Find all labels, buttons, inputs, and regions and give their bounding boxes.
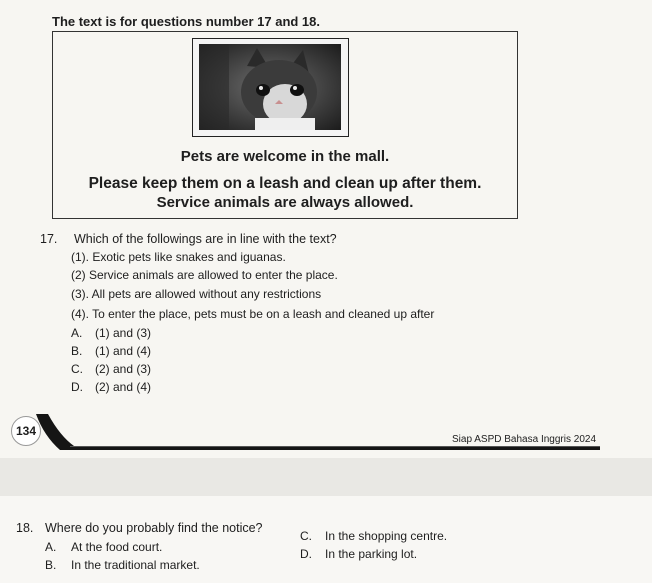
q17-option-c-letter: C. — [71, 362, 83, 376]
q17-option-d-letter: D. — [71, 380, 83, 394]
kitten-photo — [192, 38, 349, 137]
q17-statement-4: (4). To enter the place, pets must be on a leash and cleaned up after — [71, 307, 435, 321]
q17-number: 17. — [40, 232, 58, 246]
notice-line-3: Service animals are always allowed. — [156, 194, 414, 211]
kitten-image — [199, 44, 341, 130]
q18-option-c-letter: C. — [300, 529, 312, 543]
q18-option-a-text[interactable]: At the food court. — [71, 540, 163, 554]
q18-question: Where do you probably find the notice? — [45, 521, 263, 535]
q18-option-b-letter: B. — [45, 558, 57, 572]
q17-option-b-letter: B. — [71, 344, 83, 358]
q18-option-d-letter: D. — [300, 547, 312, 561]
q18-option-b-text[interactable]: In the traditional market. — [71, 558, 200, 572]
q17-question: Which of the followings are in line with the text? — [74, 232, 337, 246]
page-gap — [0, 458, 652, 496]
q17-option-c-text[interactable]: (2) and (3) — [95, 362, 152, 376]
q18-number: 18. — [16, 521, 34, 535]
reading-header: The text is for questions number 17 and 18. — [52, 14, 321, 29]
q17-option-a-text[interactable]: (1) and (3) — [95, 326, 152, 340]
q18-option-a-letter: A. — [45, 540, 57, 554]
notice-line-1: Pets are welcome in the mall. — [180, 148, 390, 165]
q17-statement-2: (2) Service animals are allowed to enter the place. — [71, 268, 338, 282]
page-number-badge: 134 — [11, 416, 41, 446]
notice-line-2: Please keep them on a leash and clean up after them. — [88, 175, 482, 192]
q17-statement-1: (1). Exotic pets like snakes and iguanas. — [71, 250, 286, 264]
q18-option-d-text[interactable]: In the parking lot. — [325, 547, 418, 561]
q17-option-b-text[interactable]: (1) and (4) — [95, 344, 152, 358]
q18-option-c-text[interactable]: In the shopping centre. — [325, 529, 448, 543]
q17-option-a-letter: A. — [71, 326, 83, 340]
q17-option-d-text[interactable]: (2) and (4) — [95, 380, 152, 394]
book-title: Siap ASPD Bahasa Inggris 2024 — [452, 434, 596, 445]
q17-statement-3: (3). All pets are allowed without any restrictions — [71, 287, 322, 301]
